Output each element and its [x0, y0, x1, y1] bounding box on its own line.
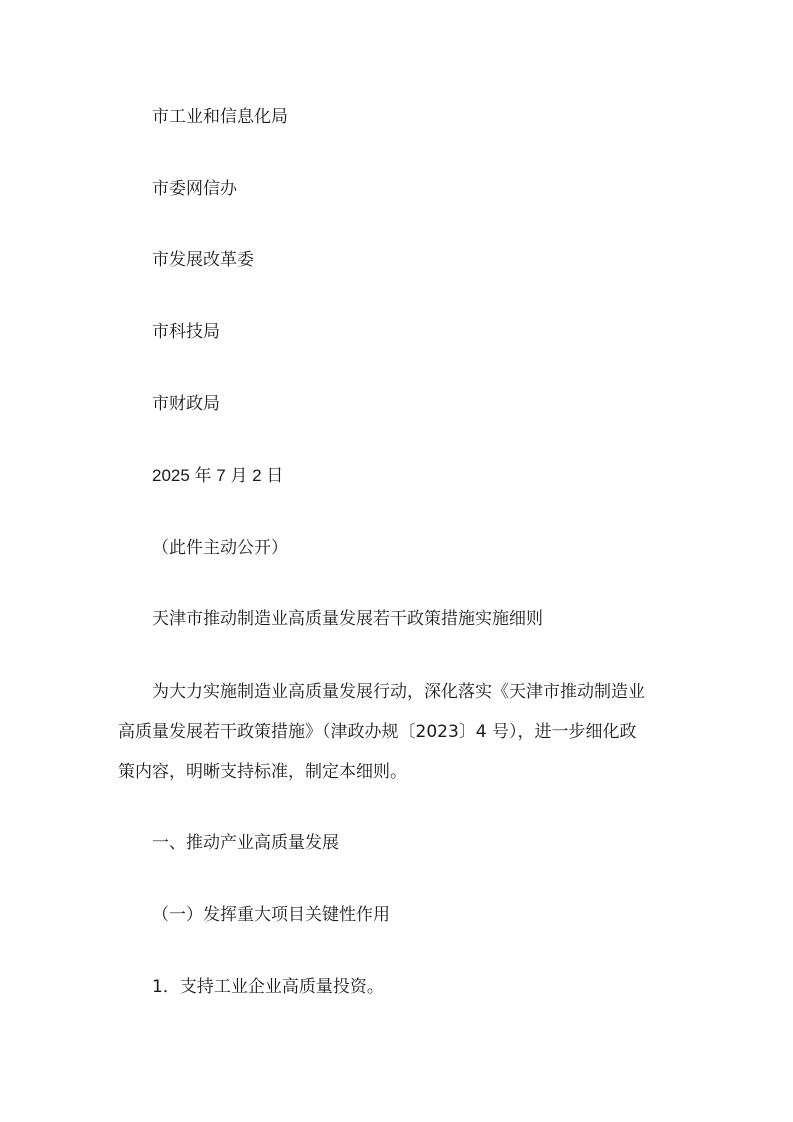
- intro-paragraph: [118, 672, 698, 792]
- signatory-finance-bureau: 市财政局: [152, 394, 220, 414]
- signatory-industry-it-bureau: 市工业和信息化局: [152, 107, 288, 127]
- document-title: 天津市推动制造业高质量发展若干政策措施实施细则: [152, 609, 543, 629]
- section-heading: 一、推动产业高质量发展: [152, 833, 339, 853]
- intro-line-3: 策内容，明晰支持标准，制定本细则。: [118, 762, 407, 782]
- document-date: 2025 年 7 月 2 日: [152, 466, 284, 485]
- signatory-development-reform-commission: 市发展改革委: [152, 250, 254, 270]
- disclosure-note: （此件主动公开）: [152, 538, 288, 558]
- intro-line-1: 为大力实施制造业高质量发展行动，深化落实《天津市推动制造业: [152, 682, 645, 702]
- signatory-science-technology-bureau: 市科技局: [152, 322, 220, 342]
- item-heading: 1．支持工业企业高质量投资。: [152, 977, 384, 997]
- signatory-cyberspace-office: 市委网信办: [152, 179, 237, 199]
- intro-line-2: 高质量发展若干政策措施》（津政办规〔2023〕4 号），进一步细化政: [118, 722, 637, 742]
- subsection-heading: （一）发挥重大项目关键性作用: [152, 905, 390, 925]
